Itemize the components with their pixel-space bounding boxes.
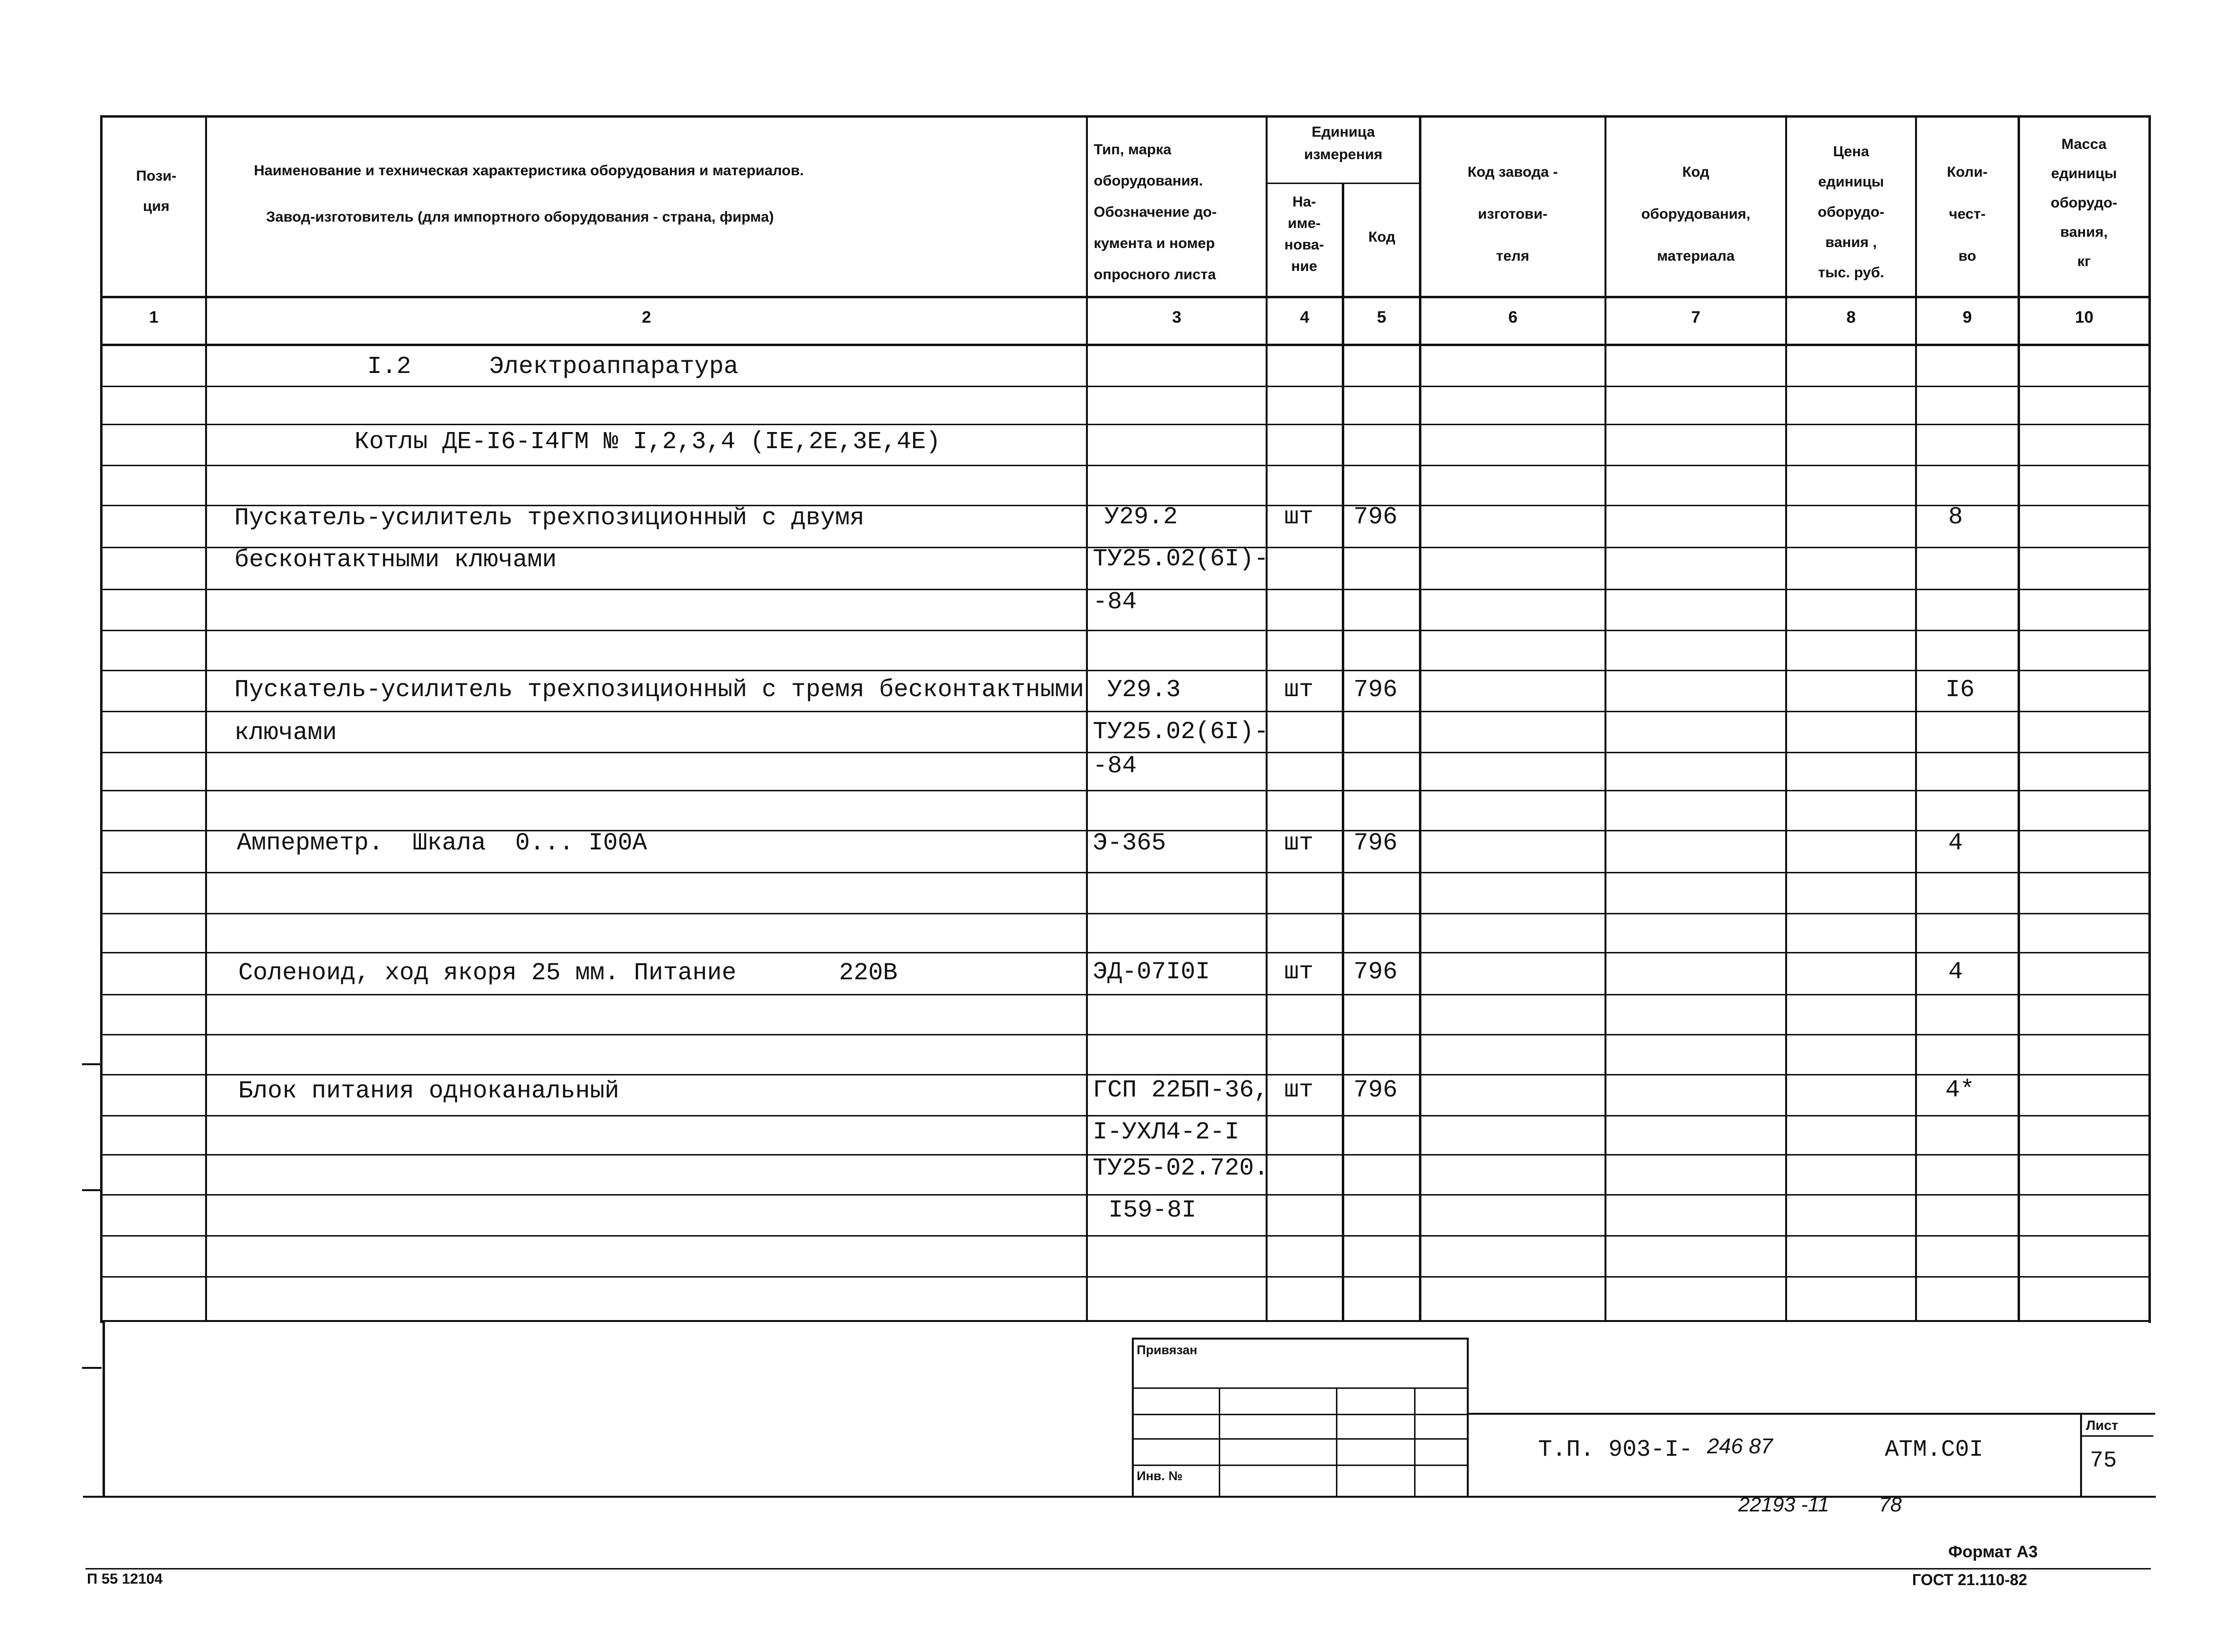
column-number: 4 xyxy=(1300,308,1310,327)
item-qty: I6 xyxy=(1945,676,1975,704)
inventory-number-label: Инв. № xyxy=(1137,1468,1183,1483)
item-name: ключами xyxy=(234,719,337,747)
header-mass: Масса единицы оборудо- вания, кг xyxy=(2050,136,2118,269)
sheet-label: Лист xyxy=(2086,1418,2119,1433)
item-unit: шт xyxy=(1284,1076,1314,1104)
column-number: 5 xyxy=(1377,308,1386,327)
item-code: 796 xyxy=(1354,958,1398,986)
column-number: 2 xyxy=(642,308,651,327)
handwritten-page-number: 78 xyxy=(1879,1493,1902,1516)
privyazan-label: Привязан xyxy=(1137,1342,1198,1357)
item-type: I59-8I xyxy=(1108,1197,1197,1224)
item-name: Пускатель-усилитель трехпозиционный с тремя бесконтактными xyxy=(234,676,1084,704)
column-number: 6 xyxy=(1508,308,1518,327)
header-unit-name: На- име- нова- ние xyxy=(1284,194,1324,274)
gost-label: ГОСТ 21.110-82 xyxy=(1912,1571,2027,1589)
item-qty: 4 xyxy=(1948,829,1963,857)
item-name: Пускатель-усилитель трехпозиционный с двумя xyxy=(234,504,865,532)
document-code: АТМ.С0I xyxy=(1885,1437,1983,1463)
handwritten-archive-number: 22193 -11 xyxy=(1738,1493,1830,1516)
header-unit-code: Код xyxy=(1368,229,1396,245)
item-unit: шт xyxy=(1284,503,1314,531)
column-number: 10 xyxy=(2075,308,2094,327)
item-type: -84 xyxy=(1093,588,1137,616)
header-price: Цена единицы оборудо- вания , тыс. руб. xyxy=(1817,144,1885,281)
section-number: I.2 xyxy=(367,353,412,381)
item-code: 796 xyxy=(1354,676,1398,704)
item-unit: шт xyxy=(1284,829,1314,857)
column-number: 8 xyxy=(1846,308,1856,327)
format-label: Формат А3 xyxy=(1948,1543,2038,1561)
item-code: 796 xyxy=(1354,1076,1398,1104)
header-manufacturer: Завод-изготовитель (для импортного оборудования - страна, фирма) xyxy=(266,209,774,225)
header-name: Наименование и техническая характеристика оборудования и материалов. xyxy=(254,163,804,179)
item-code: 796 xyxy=(1354,503,1398,531)
section-subtitle: Котлы ДЕ-I6-I4ГМ № I,2,3,4 (IЕ,2Е,3Е,4Е) xyxy=(354,428,941,456)
column-number: 9 xyxy=(1962,308,1972,327)
item-name: Соленоид, ход якоря 25 мм. Питание 220В xyxy=(238,959,898,987)
section-title: Электроаппаратура xyxy=(489,353,739,381)
header-factory-code: Код завода - изготови- теля xyxy=(1467,164,1558,264)
item-name: бесконтактными ключами xyxy=(234,546,557,574)
document-handwritten-number: 246 87 xyxy=(1707,1434,1773,1458)
header-position: Пози- ция xyxy=(136,168,177,214)
left-code-label: П 55 12104 xyxy=(87,1571,163,1587)
item-type: I-УХЛ4-2-I xyxy=(1093,1118,1240,1146)
item-type: ТУ25.02(6I)- xyxy=(1093,718,1269,746)
header-equipment-code: Код оборудования, материала xyxy=(1641,164,1750,264)
item-name: Амперметр. Шкала 0... I00А xyxy=(237,829,647,857)
column-number: 7 xyxy=(1691,308,1701,327)
item-type: У29.3 xyxy=(1107,676,1181,704)
item-type: ГСП 22БП-36, xyxy=(1093,1076,1269,1104)
item-qty: 8 xyxy=(1948,503,1963,531)
document-prefix: Т.П. 903-I- xyxy=(1538,1437,1693,1463)
header-quantity: Коли- чест- во xyxy=(1947,164,1988,264)
sheet-number: 75 xyxy=(2090,1448,2117,1473)
item-unit: шт xyxy=(1284,676,1314,704)
item-type: ТУ25-02.720. xyxy=(1093,1155,1269,1182)
item-type: -84 xyxy=(1093,752,1137,780)
header-type: Тип, марка оборудования. Обозначение до- кумента и номер опросного листа xyxy=(1094,142,1217,283)
item-qty: 4 xyxy=(1948,958,1963,986)
item-type: ТУ25.02(6I)- xyxy=(1093,545,1269,573)
item-qty: 4* xyxy=(1945,1076,1975,1104)
item-code: 796 xyxy=(1354,829,1398,857)
item-unit: шт xyxy=(1284,958,1314,986)
item-name: Блок питания одноканальный xyxy=(238,1077,620,1105)
column-number: 1 xyxy=(149,308,159,327)
item-type: У29.2 xyxy=(1104,503,1178,531)
item-type: ЭД-07I0I xyxy=(1093,958,1210,986)
header-unit-group: Единица измерения xyxy=(1304,124,1383,163)
item-type: Э-365 xyxy=(1093,829,1167,857)
column-number: 3 xyxy=(1172,308,1182,327)
